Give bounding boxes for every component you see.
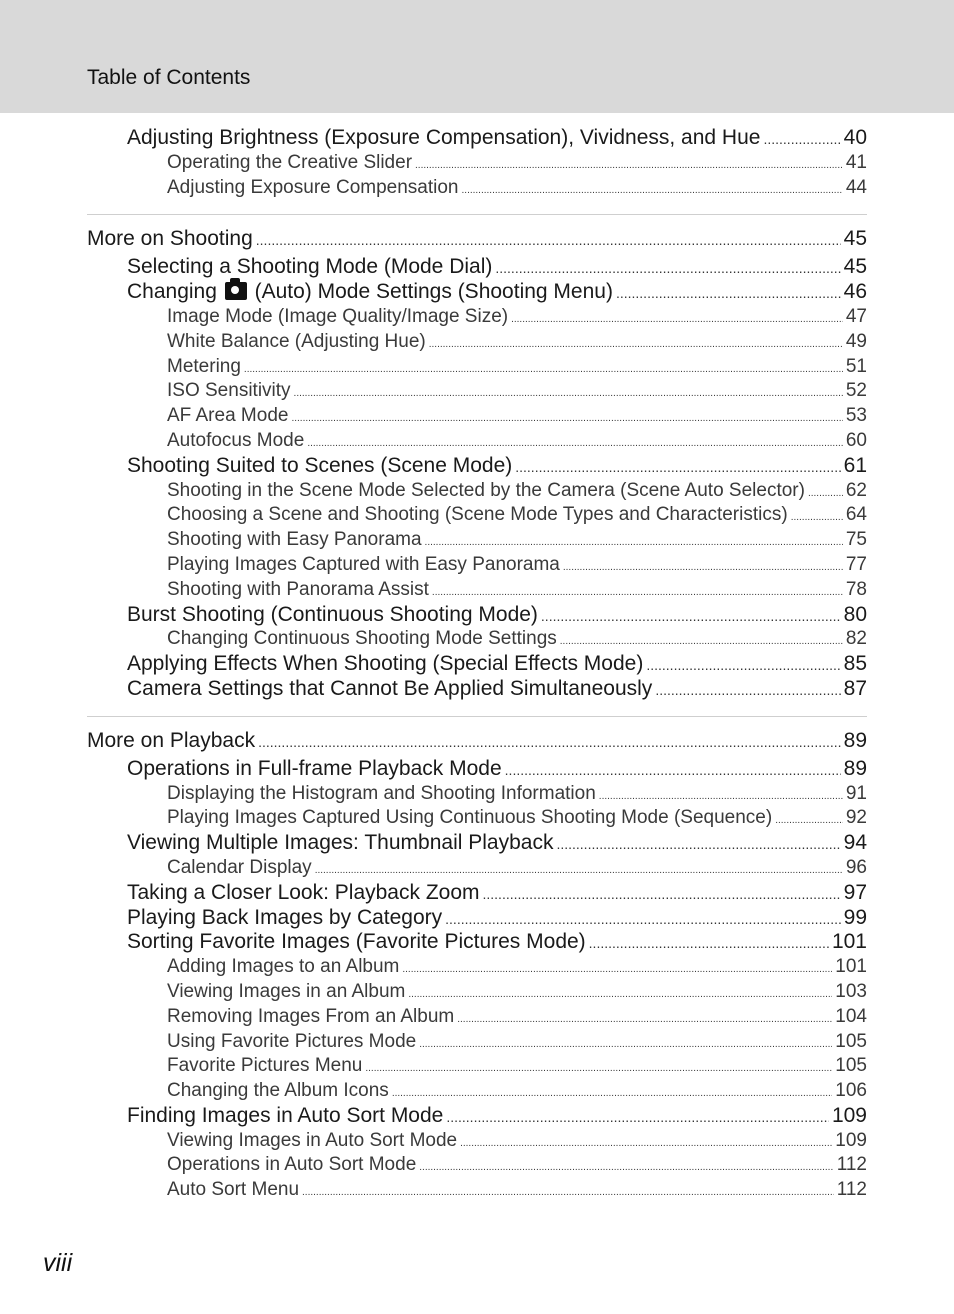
leader-dots (402, 958, 832, 983)
toc-entry-page: 101 (835, 956, 867, 978)
leader-dots (791, 506, 843, 531)
toc-entry-page: 87 (843, 676, 867, 700)
toc-entry-title: Choosing a Scene and Shooting (Scene Mode Types and Characteristics) (167, 504, 788, 526)
toc-entry-page: 80 (843, 602, 867, 626)
toc-entry-title: Adding Images to an Album (167, 956, 400, 978)
toc-entry-title: Viewing Images in Auto Sort Mode (167, 1129, 458, 1151)
toc-entry[interactable] (87, 930, 867, 955)
toc-entry-page: 40 (843, 126, 867, 149)
toc-entry[interactable] (87, 151, 867, 176)
toc-entry-title: Adjusting Brightness (Exposure Compensation), Vividness, and Hue (127, 126, 761, 149)
toc-entry[interactable] (87, 603, 867, 628)
toc-entry-title: White Balance (Adjusting Hue) (167, 330, 426, 352)
toc-entry[interactable] (87, 1005, 867, 1030)
toc-entry[interactable] (87, 1178, 867, 1203)
leader-dots (256, 226, 841, 254)
toc-entry-title-prefix: Changing (127, 280, 217, 304)
toc-entry[interactable] (87, 429, 867, 454)
toc-entry[interactable] (87, 503, 867, 528)
toc-entry[interactable] (87, 831, 867, 856)
leader-dots (302, 1181, 834, 1206)
toc-entry-page: 112 (836, 1179, 867, 1201)
toc-entry-title: AF Area Mode (167, 405, 289, 427)
toc-entry-page: 51 (845, 355, 867, 377)
toc-entry-title: Camera Settings that Cannot Be Applied Simultaneously (127, 676, 653, 700)
toc-entry-title: Changing the Album Icons (167, 1080, 389, 1102)
leader-dots (429, 333, 843, 358)
toc-entry-page: 53 (845, 405, 867, 427)
leader-dots (291, 407, 842, 432)
toc-entry[interactable] (87, 126, 867, 151)
toc-entry-title: Burst Shooting (Continuous Shooting Mode) (127, 602, 538, 626)
toc-entry-title (127, 280, 613, 305)
page-number: viii (43, 1249, 73, 1277)
toc-entry[interactable] (87, 652, 867, 677)
toc-entry[interactable] (87, 677, 867, 702)
toc-entry[interactable] (87, 479, 867, 504)
toc-entry-page: 64 (845, 504, 867, 526)
leader-dots (563, 556, 843, 581)
toc-entry-title: More on Shooting (87, 227, 253, 251)
toc-entry-page: 47 (845, 305, 867, 327)
toc-entry[interactable] (87, 280, 867, 305)
toc-entry[interactable] (87, 404, 867, 429)
toc-entry-page: 89 (843, 728, 867, 752)
toc-entry[interactable] (87, 906, 867, 931)
toc-entry-title: Adjusting Exposure Compensation (167, 176, 459, 198)
camera-auto-icon (225, 282, 247, 300)
toc-entry-page: 99 (843, 905, 867, 929)
toc-entry[interactable] (87, 176, 867, 201)
toc-entry-title: Viewing Multiple Images: Thumbnail Playback (127, 831, 554, 855)
toc-entry-page: 85 (843, 652, 867, 676)
leader-dots (541, 604, 841, 629)
leader-dots (495, 256, 840, 281)
toc-entry-title: Taking a Closer Look: Playback Zoom (127, 880, 480, 904)
toc-entry-title: Favorite Pictures Menu (167, 1055, 363, 1077)
toc-entry[interactable] (87, 1129, 867, 1154)
toc-entry[interactable] (87, 1079, 867, 1104)
toc-entry-title: Selecting a Shooting Mode (Mode Dial) (127, 255, 493, 279)
toc-entry-title: Auto Sort Menu (167, 1179, 300, 1201)
toc-entry-page: 92 (845, 807, 867, 829)
toc-entry-title: Operations in Full-frame Playback Mode (127, 756, 502, 780)
toc-entry-title: Operating the Creative Slider (167, 151, 413, 173)
toc-entry[interactable] (87, 627, 867, 652)
toc-entry-title: Viewing Images in an Album (167, 980, 406, 1002)
leader-dots (445, 907, 840, 932)
toc-entry-page: 44 (845, 176, 867, 198)
toc-section-heading[interactable] (87, 225, 867, 253)
toc-entry[interactable] (87, 330, 867, 355)
toc-entry-title: Autofocus Mode (167, 429, 305, 451)
toc-entry-page: 105 (835, 1030, 867, 1052)
toc-entry-title: Playing Back Images by Category (127, 905, 443, 929)
toc-entry-page: 109 (831, 1103, 867, 1127)
toc-entry-title: Changing Continuous Shooting Mode Settings (167, 628, 557, 650)
toc-entry-page: 45 (843, 227, 867, 251)
leader-dots (616, 281, 841, 306)
toc-entry-title: Shooting with Easy Panorama (167, 529, 422, 551)
toc-entry-title: Applying Effects When Shooting (Special Effects Mode) (127, 652, 644, 676)
toc-entry-page: 109 (835, 1129, 867, 1151)
toc-entry[interactable] (87, 578, 867, 603)
leader-dots (775, 809, 843, 834)
leader-dots (515, 455, 840, 480)
leader-dots (365, 1057, 832, 1082)
toc-entry[interactable] (87, 1030, 867, 1055)
toc-entry-page: 96 (845, 856, 867, 878)
toc-entry-title: Removing Images From an Album (167, 1005, 455, 1027)
toc-group-shooting (87, 225, 867, 701)
toc-entry[interactable] (87, 528, 867, 553)
leader-dots (655, 678, 840, 703)
leader-dots (419, 1033, 832, 1058)
toc-entry-page: 49 (845, 330, 867, 352)
toc-entry[interactable] (87, 806, 867, 831)
leader-dots (556, 832, 840, 857)
toc-entry[interactable] (87, 553, 867, 578)
leader-dots (419, 1156, 833, 1181)
toc-entry-title: Image Mode (Image Quality/Image Size) (167, 305, 509, 327)
toc-entry-page: 61 (843, 453, 867, 477)
toc-entry[interactable] (87, 1054, 867, 1079)
toc-entry-page: 78 (845, 578, 867, 600)
leader-dots (415, 154, 843, 179)
toc-entry-page: 45 (843, 255, 867, 279)
leader-dots (392, 1082, 832, 1107)
toc-entry-title: Playing Images Captured with Easy Panorama (167, 553, 560, 575)
toc-entry-title: Playing Images Captured Using Continuous Shooting Mode (Sequence) (167, 807, 773, 829)
toc-entry-page: 77 (845, 553, 867, 575)
toc-entry[interactable] (87, 782, 867, 807)
toc-entry-page: 91 (845, 782, 867, 804)
section-divider (87, 214, 867, 215)
leader-dots (244, 358, 843, 383)
toc-entry[interactable] (87, 881, 867, 906)
toc-entry-title: Displaying the Histogram and Shooting Information (167, 782, 596, 804)
leader-dots (460, 1132, 832, 1157)
toc-entry[interactable] (87, 379, 867, 404)
toc-entry-title: Using Favorite Pictures Mode (167, 1030, 417, 1052)
toc-entry-page: 60 (845, 429, 867, 451)
leader-dots (505, 758, 841, 783)
section-divider (87, 716, 867, 717)
toc-entry[interactable] (87, 856, 867, 881)
toc-entry-title-suffix: (Auto) Mode Settings (Shooting Menu) (254, 280, 613, 304)
leader-dots (646, 653, 840, 678)
toc-entry-page: 46 (843, 280, 867, 304)
leader-dots (258, 728, 841, 756)
toc-entry-title: Metering (167, 355, 241, 377)
toc-entry-title: More on Playback (87, 728, 256, 752)
toc-entry-page: 97 (843, 880, 867, 904)
leader-dots (294, 382, 843, 407)
leader-dots (808, 482, 843, 507)
page-header (0, 0, 954, 113)
toc-entry[interactable] (87, 355, 867, 380)
toc-entry[interactable] (87, 1104, 867, 1129)
toc-entry-page: 106 (835, 1080, 867, 1102)
toc-group-exposure (87, 126, 867, 200)
table-of-contents (87, 126, 867, 1203)
toc-entry-title: Shooting with Panorama Assist (167, 578, 429, 600)
toc-entry[interactable] (87, 454, 867, 479)
toc-entry[interactable] (87, 255, 867, 280)
toc-entry-page: 52 (845, 380, 867, 402)
toc-section-heading[interactable] (87, 727, 867, 755)
toc-entry-title: Shooting Suited to Scenes (Scene Mode) (127, 453, 513, 477)
toc-entry[interactable] (87, 955, 867, 980)
toc-entry-title: Calendar Display (167, 856, 312, 878)
toc-entry-page: 104 (835, 1005, 867, 1027)
leader-dots (511, 308, 843, 333)
toc-entry-page: 62 (845, 479, 867, 501)
toc-entry[interactable] (87, 1153, 867, 1178)
toc-entry[interactable] (87, 305, 867, 330)
toc-entry[interactable] (87, 980, 867, 1005)
toc-entry-page: 41 (845, 151, 867, 173)
toc-entry-page: 89 (843, 756, 867, 780)
toc-entry-page: 103 (835, 980, 867, 1002)
leader-dots (408, 983, 832, 1008)
toc-entry[interactable] (87, 757, 867, 782)
toc-entry-title: Sorting Favorite Images (Favorite Pictures Mode) (127, 930, 586, 954)
leader-dots (589, 931, 829, 956)
leader-dots (483, 882, 841, 907)
leader-dots (457, 1008, 832, 1033)
toc-entry-title: Finding Images in Auto Sort Mode (127, 1103, 444, 1127)
leader-dots (763, 127, 840, 152)
leader-dots (446, 1105, 829, 1130)
toc-entry-page: 75 (845, 529, 867, 551)
toc-entry-title: Operations in Auto Sort Mode (167, 1154, 417, 1176)
toc-entry-page: 82 (845, 628, 867, 650)
toc-entry-page: 101 (831, 930, 867, 954)
toc-entry-page: 105 (835, 1055, 867, 1077)
toc-entry-page: 94 (843, 831, 867, 855)
header-title: Table of Contents (87, 66, 251, 89)
toc-entry-page: 112 (836, 1154, 867, 1176)
leader-dots (462, 179, 843, 204)
toc-entry-title: Shooting in the Scene Mode Selected by the Camera (Scene Auto Selector) (167, 479, 805, 501)
toc-group-playback (87, 727, 867, 1203)
toc-entry-title: ISO Sensitivity (167, 380, 291, 402)
